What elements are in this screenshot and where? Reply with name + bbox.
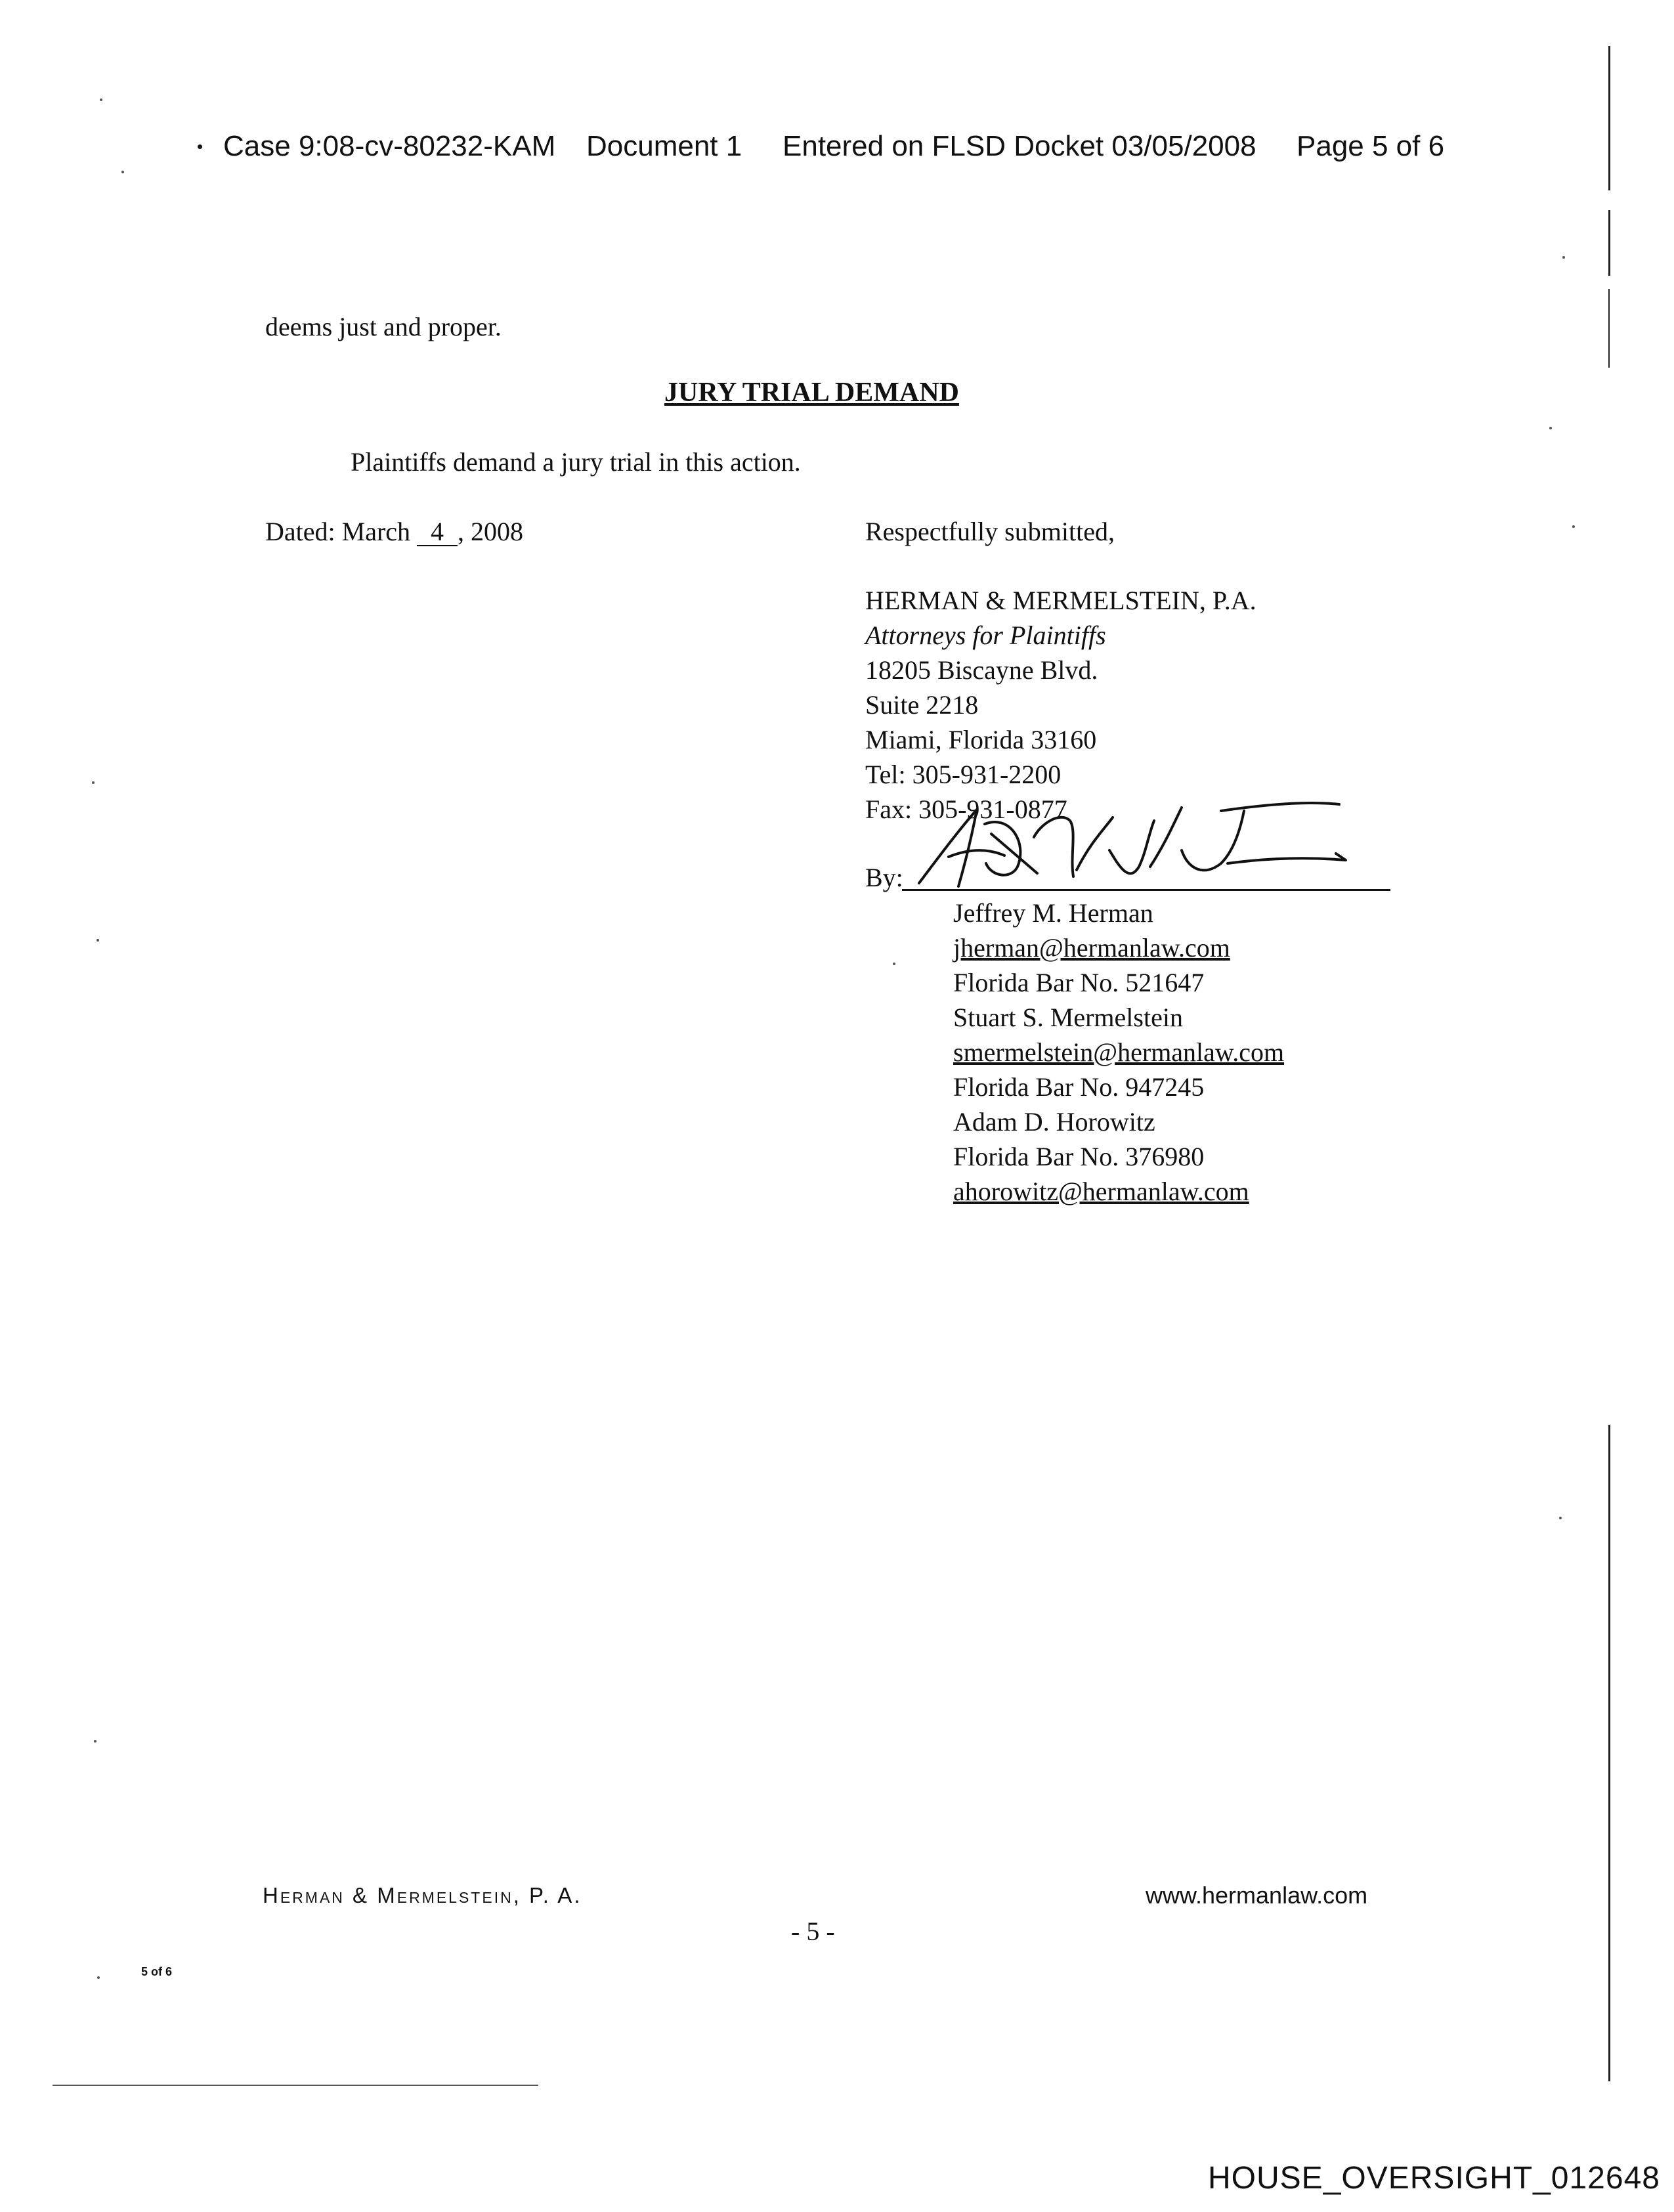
handwritten-signature <box>912 785 1372 896</box>
jury-demand-text: Plaintiffs demand a jury trial in this action. <box>351 447 801 477</box>
firm-fax: Fax: 305-931-0877 <box>865 794 1067 824</box>
scan-speck <box>1562 256 1565 259</box>
attorney-list <box>953 896 1284 1209</box>
by-label: By: <box>865 863 903 892</box>
closing-text: Respectfully submitted, <box>865 517 1115 546</box>
attorney-bar-number: Florida Bar No. 947245 <box>953 1072 1205 1102</box>
footer-firm-name: Herman & Mermelstein, P. A. <box>263 1883 582 1907</box>
attorney-bar-number: Florida Bar No. 376980 <box>953 1142 1205 1171</box>
scan-speck <box>1549 427 1552 429</box>
scan-speck <box>893 963 895 965</box>
scan-speck <box>1572 525 1575 528</box>
footer-small-page-count: 5 of 6 <box>141 1965 173 1978</box>
bates-number: HOUSE_OVERSIGHT_012648 <box>1208 2161 1660 2196</box>
dated-day: 4 <box>417 519 458 546</box>
attorney-email-link[interactable]: ahorowitz@hermanlaw.com <box>953 1177 1249 1206</box>
attorney-name: Stuart S. Mermelstein <box>953 1003 1183 1032</box>
header-entered: Entered on FLSD Docket 03/05/2008 <box>783 130 1256 162</box>
scan-speck <box>97 1976 100 1979</box>
header-bullet: • <box>197 137 204 156</box>
scan-speck <box>121 171 124 173</box>
scan-speck <box>92 781 95 784</box>
header-case-number: Case 9:08-cv-80232-KAM <box>223 130 556 162</box>
attorney-name: Adam D. Horowitz <box>953 1107 1155 1137</box>
attorney-bar-number: Florida Bar No. 521647 <box>953 968 1205 997</box>
firm-street: 18205 Biscayne Blvd. <box>865 655 1098 685</box>
scan-edge-line <box>1608 1425 1610 2081</box>
firm-suite: Suite 2218 <box>865 690 979 720</box>
dated-suffix: , 2008 <box>458 517 524 546</box>
firm-role: Attorneys for Plaintiffs <box>865 620 1106 650</box>
scan-speck <box>100 98 102 101</box>
dated-prefix: Dated: March <box>265 517 411 546</box>
dated-line <box>265 516 523 547</box>
scan-speck <box>1559 1517 1562 1519</box>
firm-name: HERMAN & MERMELSTEIN, P.A. <box>865 586 1256 615</box>
scan-edge-line <box>1608 46 1610 190</box>
header-page: Page 5 of 6 <box>1297 130 1445 162</box>
section-title: JURY TRIAL DEMAND <box>664 378 959 408</box>
scan-edge-line <box>1608 210 1610 276</box>
continuation-text: deems just and proper. <box>265 312 502 341</box>
attorney-email-link[interactable]: jherman@hermanlaw.com <box>953 933 1230 963</box>
header-document: Document 1 <box>586 130 742 162</box>
firm-tel: Tel: 305-931-2200 <box>865 760 1062 789</box>
scan-edge-line <box>1608 289 1610 368</box>
scan-speck <box>97 939 99 942</box>
firm-city: Miami, Florida 33160 <box>865 725 1097 754</box>
footer-page-number: - 5 - <box>791 1917 835 1946</box>
footer-url-link[interactable]: www.hermanlaw.com <box>1146 1882 1368 1909</box>
scan-bottom-line <box>53 2085 538 2086</box>
attorney-name: Jeffrey M. Herman <box>953 898 1153 928</box>
attorney-email-link[interactable]: smermelstein@hermanlaw.com <box>953 1037 1285 1067</box>
scan-speck <box>94 1740 97 1743</box>
